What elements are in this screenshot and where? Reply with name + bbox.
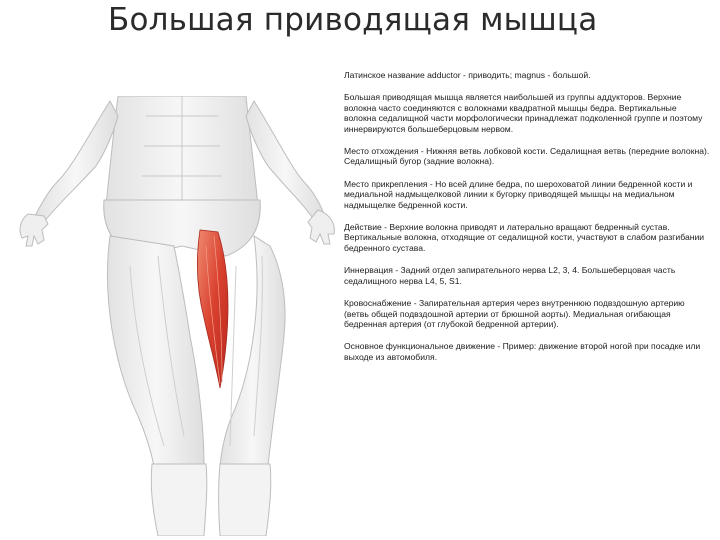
paragraph-innervation: Иннервация - Задний отдел запирательного нерва L2, 3, 4. Большеберцовая часть седалищного нерва L4, 5, S1. [344, 265, 676, 286]
paragraph-functional-movement: Основное функциональное движение - Пример: движение второй ногой при посадке или выходе из автомобиля. [344, 341, 701, 362]
right-thigh [220, 236, 285, 466]
left-thigh [108, 236, 204, 466]
description-text [344, 70, 710, 374]
right-knee [219, 464, 271, 536]
paragraph-blood-supply: Кровоснабжение - Запирательная артерия через внутреннюю подвздошную артерию (ветвь общей подвздошной артерии от брюшной аорты). Медиальная огибающая бедренная артерия (от глубокой бедренной артерии). [344, 298, 685, 329]
page-title: Большая приводящая мышца [108, 2, 598, 38]
paragraph-origin: Место отхождения - Нижняя ветвь лобковой кости. Седалищная ветвь (передние волокна). Седалищный бугор (задние волокна). [344, 146, 710, 167]
adductor-magnus-muscle [197, 230, 228, 388]
left-knee [151, 464, 207, 536]
left-hand [20, 214, 48, 246]
paragraph-insertion: Место прикрепления - Но всей длине бедра, по шероховатой линии бедренной кости и медиальной надмыщелковой линии к бугорку приводящей мышцы на медиальном надмыщелке бедренной кости. [344, 178, 693, 210]
paragraph-latin-name: Латинское название adductor - приводить; magnus - большой. [344, 70, 591, 80]
paragraph-overview: Большая приводящая мышца является наибольшей из группы аддукторов. Верхние волокна часто соединяются с волокнами квадратной мышцы бедра. Вертикальные волокна седалищной части морфологически принадлежат подколенной группе и поэтому иннервируются большеберцовым нервом. [344, 92, 703, 134]
paragraph-action: Действие - Верхние волокна приводят и латерально вращают бедренный сустав. Вертикальные волокна, отходящие от седалищной кости, участвуют в слабом разгибании бедренного сустава. [344, 222, 705, 253]
anatomy-illustration [18, 96, 338, 536]
